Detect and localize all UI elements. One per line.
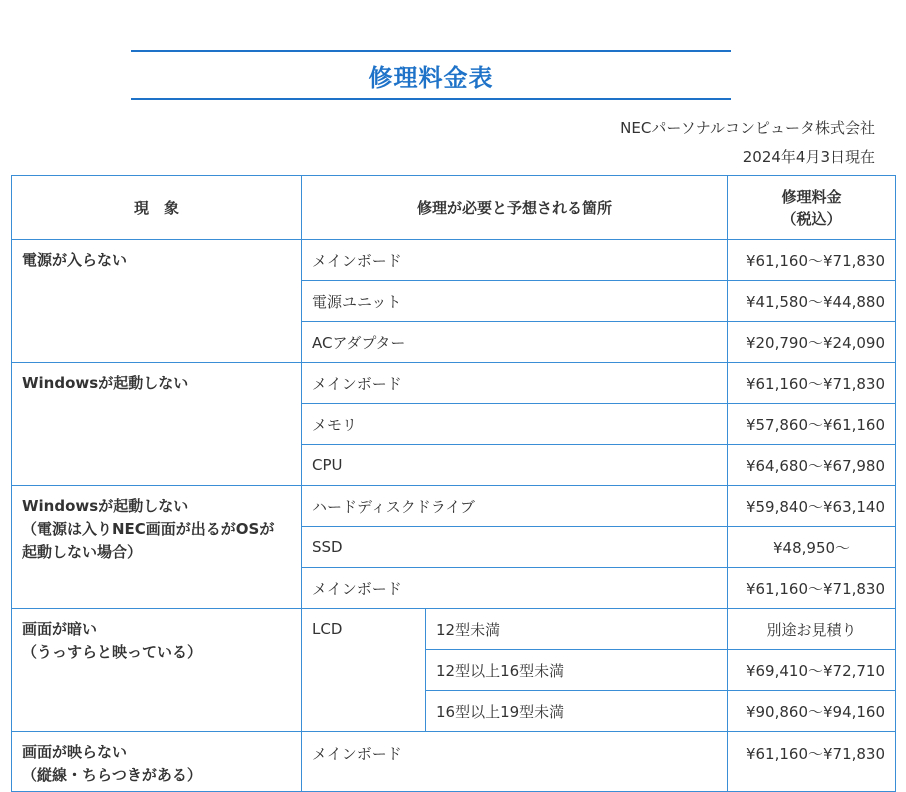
symptom-note: （うっすらと映っている）: [22, 643, 203, 661]
table-row: [12, 240, 896, 281]
symptom-text: 電源が入らない: [22, 251, 128, 269]
part-cell-lcd: LCD: [302, 609, 426, 732]
size-cell: 16型以上19型未満: [426, 691, 728, 732]
price-cell: ¥61,160～¥71,830: [728, 732, 896, 792]
part-cell: ハードディスクドライブ: [302, 486, 728, 527]
size-cell: 12型以上16型未満: [426, 650, 728, 691]
part-cell: 電源ユニット: [302, 281, 728, 322]
price-cell: ¥20,790～¥24,090: [728, 322, 896, 363]
part-cell: メインボード: [302, 363, 728, 404]
symptom-note: （電源は入りNEC画面が出るがOSが: [22, 520, 275, 538]
table-row: [12, 486, 896, 527]
price-cell: ¥61,160～¥71,830: [728, 568, 896, 609]
header-symptom: 現 象: [12, 176, 302, 240]
part-cell: メインボード: [302, 732, 728, 792]
price-cell: ¥61,160～¥71,830: [728, 363, 896, 404]
symptom-note: 起動しない場合）: [22, 543, 143, 561]
part-cell: ACアダプター: [302, 322, 728, 363]
symptom-cell: [12, 486, 302, 609]
header-price-tax: （税込）: [781, 209, 842, 228]
price-cell: ¥48,950～: [728, 527, 896, 568]
symptom-cell: [12, 363, 302, 486]
table-row: [12, 363, 896, 404]
part-cell: SSD: [302, 527, 728, 568]
company-name: NECパーソナルコンピュータ株式会社: [620, 119, 875, 137]
table-row: [12, 732, 896, 792]
price-cell: ¥59,840～¥63,140: [728, 486, 896, 527]
symptom-cell: [12, 609, 302, 732]
price-cell: ¥61,160～¥71,830: [728, 240, 896, 281]
price-cell: ¥57,860～¥61,160: [728, 404, 896, 445]
symptom-text: 画面が映らない: [22, 743, 128, 761]
header-price: [728, 176, 896, 240]
symptom-text: Windowsが起動しない: [22, 374, 189, 392]
symptom-text: 画面が暗い: [22, 620, 98, 638]
symptom-text: Windowsが起動しない: [22, 497, 189, 515]
title-frame: [131, 50, 731, 100]
as-of-date: 2024年4月3日現在: [742, 148, 875, 166]
price-cell: ¥90,860～¥94,160: [728, 691, 896, 732]
price-cell: ¥41,580～¥44,880: [728, 281, 896, 322]
part-cell: CPU: [302, 445, 728, 486]
header-price-label: 修理料金: [781, 187, 842, 206]
price-cell: ¥69,410～¥72,710: [728, 650, 896, 691]
header-part: 修理が必要と予想される箇所: [302, 176, 728, 240]
part-cell: メモリ: [302, 404, 728, 445]
price-cell: ¥64,680～¥67,980: [728, 445, 896, 486]
page-title: 修理料金表: [368, 63, 494, 92]
price-cell: 別途お見積り: [728, 609, 896, 650]
size-cell: 12型未満: [426, 609, 728, 650]
repair-fee-table: [11, 175, 896, 792]
part-cell: メインボード: [302, 568, 728, 609]
symptom-cell: [12, 240, 302, 363]
part-cell: メインボード: [302, 240, 728, 281]
symptom-note: （縦線・ちらつきがある）: [22, 766, 202, 784]
table-row: [12, 609, 896, 650]
header-row: [12, 176, 896, 240]
symptom-cell: [12, 732, 302, 792]
